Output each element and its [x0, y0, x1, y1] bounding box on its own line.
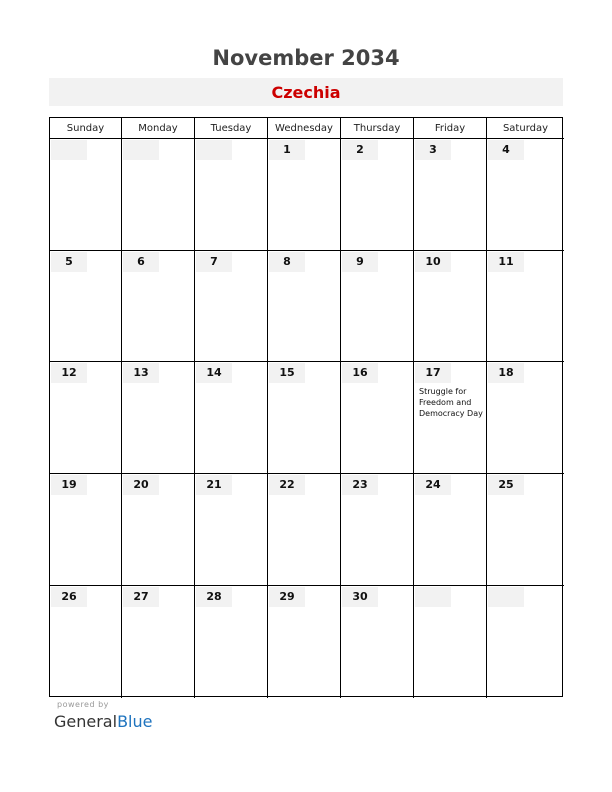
weekday-header-saturday: Saturday — [487, 118, 564, 139]
day-cell[interactable] — [195, 251, 268, 362]
weekday-header-friday: Friday — [414, 118, 487, 139]
day-number: 21 — [196, 475, 232, 495]
day-number: 13 — [123, 363, 159, 383]
day-cell[interactable] — [341, 362, 414, 474]
day-number: 11 — [488, 252, 524, 272]
day-number — [196, 140, 232, 160]
calendar-title: November 2034 — [212, 46, 400, 70]
day-cell[interactable] — [122, 139, 195, 251]
day-cell[interactable] — [122, 251, 195, 362]
calendar-grid — [49, 117, 563, 697]
country-bar — [49, 78, 563, 106]
day-cell[interactable] — [50, 474, 122, 586]
weekday-header-sunday: Sunday — [50, 118, 122, 139]
day-cell[interactable] — [341, 251, 414, 362]
day-number: 16 — [342, 363, 378, 383]
day-cell[interactable] — [414, 586, 487, 698]
day-cell[interactable] — [414, 474, 487, 586]
day-cell[interactable] — [50, 251, 122, 362]
day-number: 5 — [51, 252, 87, 272]
day-number: 25 — [488, 475, 524, 495]
day-cell[interactable] — [268, 586, 341, 698]
day-cell[interactable] — [50, 586, 122, 698]
day-number: 2 — [342, 140, 378, 160]
day-number: 14 — [196, 363, 232, 383]
day-number: 29 — [269, 587, 305, 607]
day-cell[interactable] — [195, 362, 268, 474]
day-number: 20 — [123, 475, 159, 495]
day-number: 1 — [269, 140, 305, 160]
day-cell[interactable] — [487, 362, 564, 474]
day-number: 15 — [269, 363, 305, 383]
day-cell[interactable] — [414, 139, 487, 251]
day-cell[interactable] — [341, 474, 414, 586]
day-number: 9 — [342, 252, 378, 272]
day-cell[interactable] — [122, 362, 195, 474]
day-cell[interactable] — [195, 139, 268, 251]
day-number: 23 — [342, 475, 378, 495]
day-cell[interactable] — [122, 586, 195, 698]
day-number — [415, 587, 451, 607]
day-cell[interactable] — [487, 139, 564, 251]
day-number: 8 — [269, 252, 305, 272]
day-number: 18 — [488, 363, 524, 383]
day-number: 3 — [415, 140, 451, 160]
day-cell[interactable] — [50, 139, 122, 251]
day-number: 22 — [269, 475, 305, 495]
day-number: 10 — [415, 252, 451, 272]
weekday-header-monday: Monday — [122, 118, 195, 139]
day-number: 26 — [51, 587, 87, 607]
day-cell[interactable] — [341, 139, 414, 251]
weekday-header-tuesday: Tuesday — [195, 118, 268, 139]
day-cell[interactable] — [268, 139, 341, 251]
day-cell[interactable] — [487, 474, 564, 586]
holiday-label: Struggle for Freedom and Democracy Day — [419, 387, 483, 418]
day-number: 24 — [415, 475, 451, 495]
day-cell[interactable] — [122, 474, 195, 586]
day-cell[interactable] — [341, 586, 414, 698]
day-number — [488, 587, 524, 607]
day-cell[interactable] — [195, 586, 268, 698]
day-cell[interactable] — [268, 362, 341, 474]
day-number: 17 — [415, 363, 451, 383]
day-number: 7 — [196, 252, 232, 272]
day-cell[interactable] — [487, 586, 564, 698]
day-cell[interactable] — [268, 251, 341, 362]
day-number: 4 — [488, 140, 524, 160]
day-cell[interactable] — [268, 474, 341, 586]
generalblue-logo[interactable] — [54, 712, 152, 731]
day-cell[interactable] — [50, 362, 122, 474]
country-name: Czechia — [271, 83, 341, 102]
day-number: 27 — [123, 587, 159, 607]
day-number — [51, 140, 87, 160]
day-number — [123, 140, 159, 160]
brand-general: General — [54, 712, 118, 731]
day-number: 19 — [51, 475, 87, 495]
weekday-header-thursday: Thursday — [341, 118, 414, 139]
brand-blue: Blue — [117, 712, 153, 731]
day-number: 6 — [123, 252, 159, 272]
day-number: 28 — [196, 587, 232, 607]
day-cell[interactable] — [487, 251, 564, 362]
day-number: 12 — [51, 363, 87, 383]
weekday-header-wednesday: Wednesday — [268, 118, 341, 139]
day-cell[interactable] — [195, 474, 268, 586]
day-number: 30 — [342, 587, 378, 607]
day-cell[interactable] — [414, 251, 487, 362]
powered-by-label: powered by — [57, 700, 109, 709]
day-cell[interactable] — [414, 362, 487, 474]
